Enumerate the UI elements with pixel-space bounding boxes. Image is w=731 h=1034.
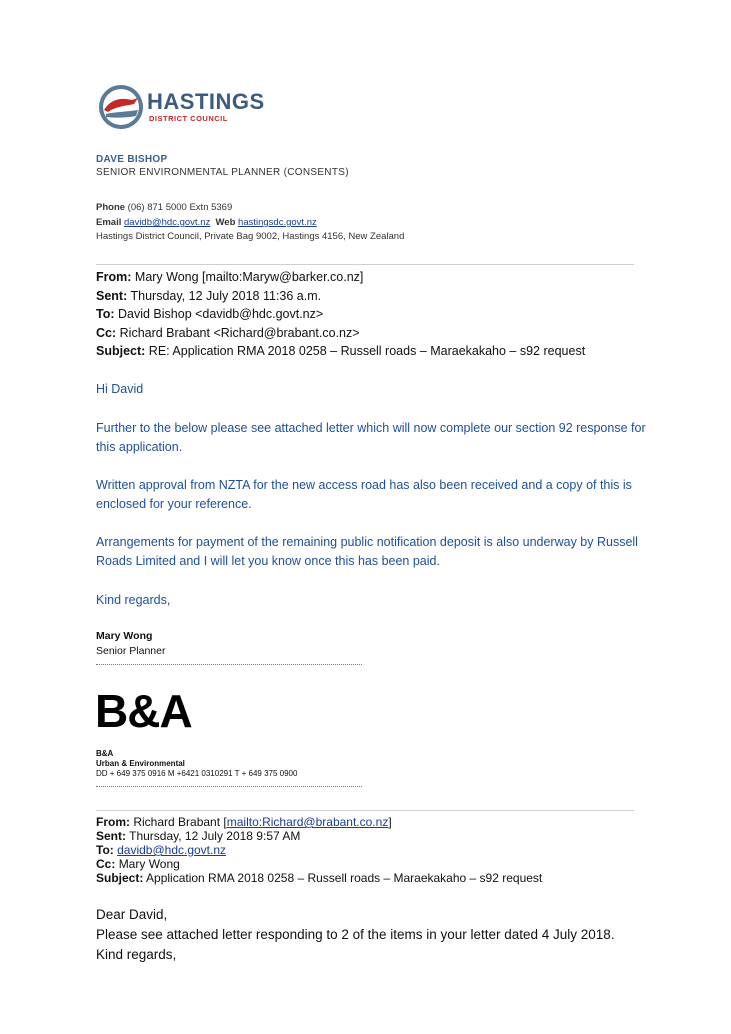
subject-value: Application RMA 2018 0258 – Russell roads – Maraekakaho – s92 request (146, 871, 543, 885)
company-tagline: Urban & Environmental (96, 759, 185, 768)
web-link[interactable]: hastingsdc.govt.nz (238, 217, 317, 228)
email2-greeting: Dear David, (96, 907, 168, 922)
signature-name: DAVE BISHOP (96, 154, 168, 165)
logo-subtitle: DISTRICT COUNCIL (149, 114, 228, 123)
email1-paragraph-1: Further to the below please see attached letter which will now complete our section 92 response for this application. (96, 421, 646, 454)
to-label: To: (96, 843, 114, 857)
signer-title: Senior Planner (96, 645, 166, 657)
sent-label: Sent: (96, 829, 126, 843)
phone-label: Phone (96, 202, 126, 213)
logo-title: HASTINGS (147, 89, 265, 114)
hastings-logo (98, 84, 268, 132)
to-label: To: (96, 307, 115, 321)
from-name: Richard Brabant (133, 815, 221, 829)
sent-value: Thursday, 12 July 2018 9:57 AM (129, 829, 301, 843)
ba-logo: B&A (95, 685, 192, 737)
divider (96, 264, 634, 265)
from-label: From: (96, 815, 130, 829)
cc-label: Cc: (96, 857, 116, 871)
email1-closing: Kind regards, (96, 593, 171, 607)
subject-value: RE: Application RMA 2018 0258 – Russell roads – Maraekakaho – s92 request (148, 344, 586, 358)
dotted-divider (96, 786, 362, 787)
email2-line-1: Please see attached letter responding to 2 of the items in your letter dated 4 July 2018. (96, 927, 615, 942)
cc-value: Richard Brabant <Richard@brabant.co.nz> (119, 325, 360, 340)
sent-value: Thursday, 12 July 2018 11:36 a.m. (130, 288, 322, 303)
email1-header (96, 268, 585, 361)
signature-title: SENIOR ENVIRONMENTAL PLANNER (CONSENTS) (96, 167, 349, 178)
cc-label: Cc: (96, 325, 117, 340)
web-label: Web (215, 217, 236, 228)
from-mailto-link[interactable]: mailto:Richard@brabant.co.nz (226, 815, 389, 829)
to-value: David Bishop <davidb@hdc.govt.nz> (118, 307, 324, 321)
email1-greeting: Hi David (96, 382, 144, 396)
email-link[interactable]: davidb@hdc.govt.nz (124, 217, 211, 228)
from-value: Mary Wong [mailto:Maryw@barker.co.nz] (134, 270, 364, 284)
email2-closing: Kind regards, (96, 947, 177, 962)
cc-value: Mary Wong (118, 857, 180, 871)
hastings-emblem-icon (98, 84, 144, 130)
company-name: B&A (96, 749, 114, 758)
email1-paragraph-2: Written approval from NZTA for the new access road has also been received and a copy of this is enclosed for your reference. (96, 478, 632, 511)
signature-email-web (96, 217, 317, 228)
email-label: Email (96, 217, 122, 228)
signature-address: Hastings District Council, Private Bag 9002, Hastings 4156, New Zealand (96, 231, 405, 242)
sent-label: Sent: (96, 288, 128, 303)
to-link[interactable]: davidb@hdc.govt.nz (117, 843, 227, 857)
signature-phone (96, 202, 232, 213)
subject-label: Subject: (96, 344, 146, 358)
email2-header: From: Richard Brabant [mailto:Richard@brabant.co.nz] Sent: Thursday, 12 July 2018 9:57 AM To: davidb@hdc.govt.nz Cc: Mary Wong Subject: Application RMA 2018 0258 – Russell roads – Maraekakaho – s92 request (96, 815, 543, 885)
company-contacts: DD + 649 375 0916 M +6421 0310291 T + 649 375 0900 (96, 769, 298, 778)
from-label: From: (96, 270, 132, 284)
dotted-divider (96, 664, 362, 665)
divider (96, 810, 634, 811)
email1-paragraph-3: Arrangements for payment of the remaining public notification deposit is also underway by Russell Roads Limited and I will let you know once this has been paid. (96, 535, 638, 568)
phone-value: (06) 871 5000 Extn 5369 (127, 202, 233, 213)
signer-name: Mary Wong (96, 630, 153, 642)
subject-label: Subject: (96, 871, 144, 885)
